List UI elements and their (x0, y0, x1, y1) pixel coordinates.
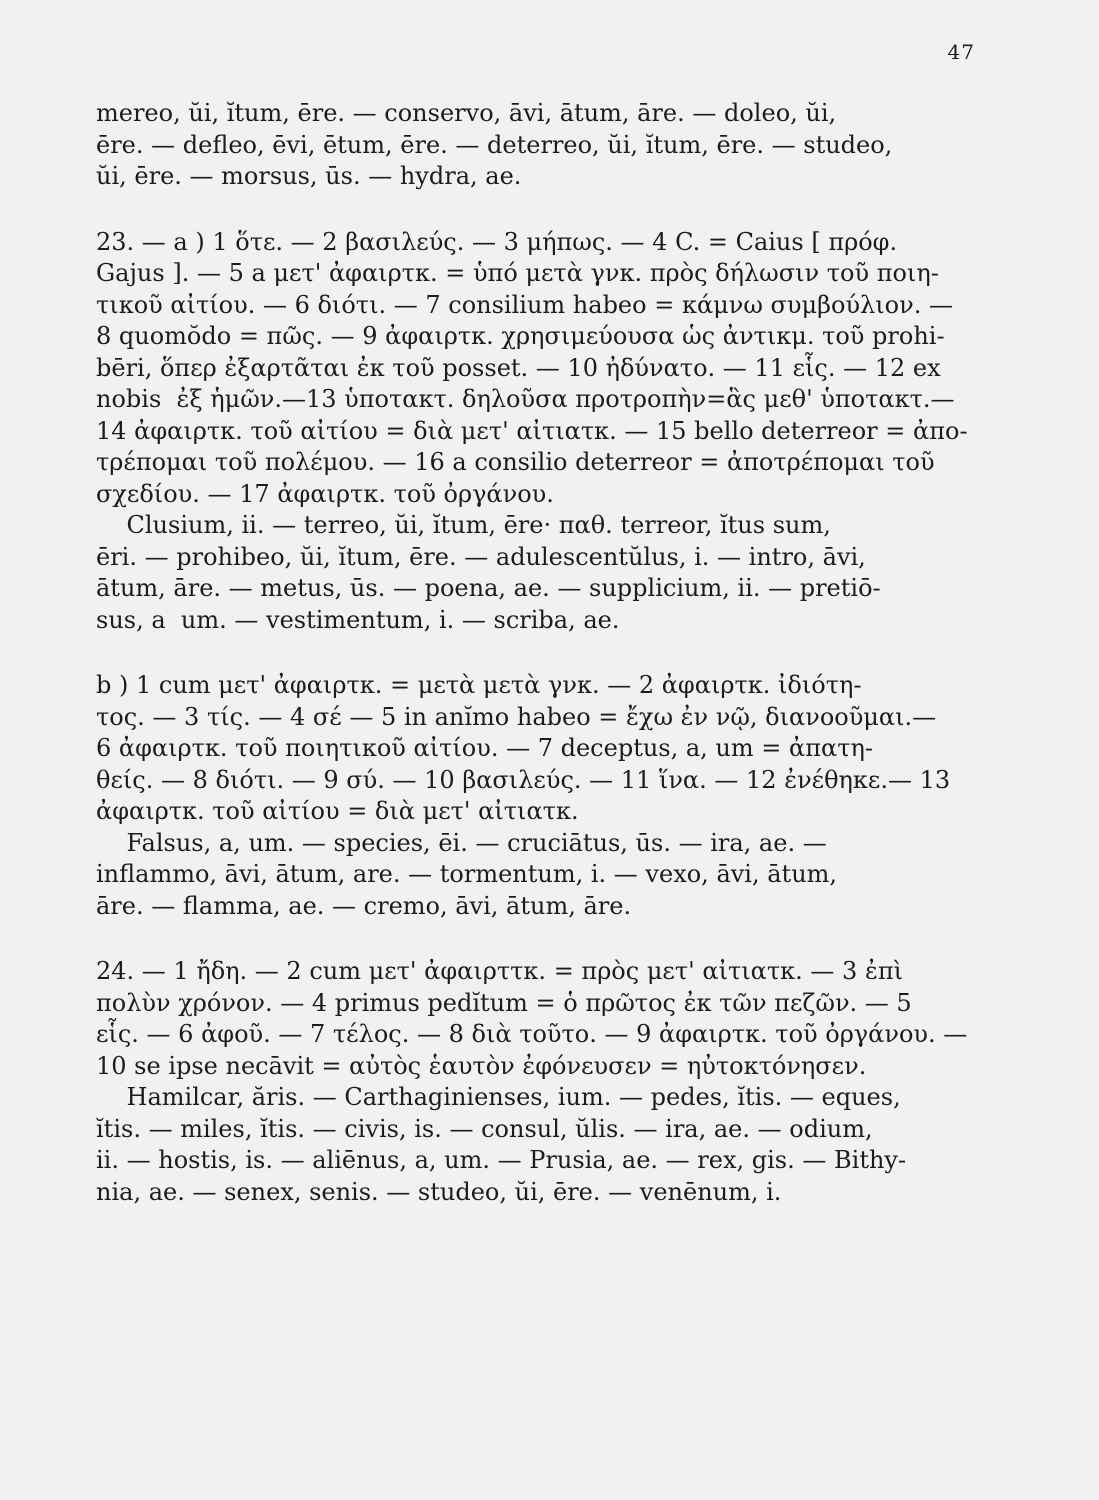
paragraph-spacer (96, 636, 961, 670)
text-line: āre. — flamma, ae. — cremo, āvi, ātum, āre. (96, 891, 632, 920)
text-line: σχεδίου. — 17 ἀφαιρτκ. τοῦ ὀργάνου. (96, 479, 554, 508)
text-body (96, 98, 968, 1208)
text-line: ii. — hostis, is. — aliēnus, a, um. — Prusia, ae. — rex, gis. — Bithy- (96, 1146, 907, 1174)
text-line: ἀφαιρτκ. τοῦ αἰτίου = διὰ μετ' αἰτιατκ. (96, 797, 579, 825)
text-line: 6 ἀφαιρτκ. τοῦ ποιητικοῦ αἰτίου. — 7 deceptus, a, um = ἀπατη- (96, 734, 873, 762)
text-line: Gajus ]. — 5 a μετ' ἀφαιρτκ. = ὑπό μετὰ γνκ. πρὸς δήλωσιν τοῦ ποιη- (96, 259, 939, 287)
paragraph-spacer (96, 193, 961, 227)
text-line: Hamilcar, ăris. — Carthaginienses, ium. — pedes, ĭtis. — eques, (96, 1083, 901, 1111)
text-line: 10 se ipse necāvit = αὐτὸς ἑαυτὸν ἐφόνευσεν = ηὐτοκτόνησεν. (96, 1051, 867, 1080)
text-line: 8 quomŏdo = πῶς. — 9 ἀφαιρτκ. χρησιμεύουσα ὡς ἀντικμ. τοῦ prohi- (96, 322, 945, 350)
text-line: εἷς. — 6 ἀφοῦ. — 7 τέλος. — 8 διὰ τοῦτο. — 9 ἀφαιρτκ. τοῦ ὀργάνου. — (96, 1020, 968, 1048)
text-line: τικοῦ αἰτίου. — 6 διότι. — 7 consilium habeo = κάμνω συμβούλιον. — (96, 290, 953, 319)
text-line: ēri. — prohibeo, ŭi, ĭtum, ēre. — adulescentŭlus, i. — intro, āvi, (96, 542, 866, 571)
text-line: Falsus, a, um. — species, ēi. — cruciātus, ūs. — ira, ae. — (96, 828, 827, 857)
paragraph-spacer (96, 922, 961, 956)
text-line: inflammo, āvi, ātum, are. — tormentum, i. — vexo, āvi, ātum, (96, 860, 838, 888)
page-number: 47 (947, 40, 975, 64)
text-line: πολὺν χρόνον. — 4 primus pedĭtum = ὁ πρῶτος ἐκ τῶν πεζῶν. — 5 (96, 988, 912, 1017)
text-line: mereo, ŭi, ĭtum, ēre. — conservo, āvi, ātum, āre. — doleo, ŭi, (96, 99, 837, 127)
text-line: nobis ἐξ ἡμῶν.—13 ὑποτακτ. δηλοῦσα προτροπὴν=ἃς μεθ' ὑποτακτ.— (96, 385, 955, 413)
text-line: nia, ae. — senex, senis. — studeo, ŭi, ēre. — venēnum, i. (96, 1177, 782, 1206)
text-line: sus, a um. — vestimentum, i. — scriba, ae. (96, 605, 620, 634)
text-line: Clusium, ii. — terreo, ŭi, ĭtum, ēre· παθ. terreor, ĭtus sum, (96, 511, 831, 539)
text-line: bēri, ὅπερ ἐξαρτᾶται ἐκ τοῦ posset. — 10 ἠδύνατο. — 11 εἷς. — 12 ex (96, 353, 941, 382)
text-line: ēre. — defleo, ēvi, ētum, ēre. — deterreo, ŭi, ĭtum, ēre. — studeo, (96, 130, 893, 159)
text-line: τρέπομαι τοῦ πολέμου. — 16 a consilio deterreor = ἀποτρέπομαι τοῦ (96, 448, 935, 476)
text-line: θείς. — 8 διότι. — 9 σύ. — 10 βασιλεύς. — 11 ἵνα. — 12 ἐνέθηκε.— 13 (96, 765, 951, 794)
text-line: ĭtis. — miles, ĭtis. — civis, is. — consul, ŭlis. — ira, ae. — odium, (96, 1114, 873, 1143)
text-line: 24. — 1 ἤδη. — 2 cum μετ' ἀφαιρττκ. = πρὸς μετ' αἰτιατκ. — 3 ἐπὶ (96, 957, 903, 985)
text-line: 23. — a ) 1 ὅτε. — 2 βασιλεύς. — 3 μήπως. — 4 C. = Caius [ πρόφ. (96, 227, 898, 256)
text-line: ŭi, ēre. — morsus, ūs. — hydra, ae. (96, 162, 522, 190)
text-line: ātum, āre. — metus, ūs. — poena, ae. — supplicium, ii. — pretiō- (96, 574, 881, 602)
text-line: 14 ἀφαιρτκ. τοῦ αἰτίου = διὰ μετ' αἰτιατκ. — 15 bello deterreor = ἀπο- (96, 416, 968, 445)
text-line: b ) 1 cum μετ' ἀφαιρτκ. = μετὰ μετὰ γνκ. — 2 ἀφαιρτκ. ἰδιότη- (96, 671, 862, 699)
text-line: τος. — 3 τίς. — 4 σέ — 5 in anĭmo habeo = ἔχω ἐν νῷ, διανοοῦμαι.— (96, 702, 937, 731)
